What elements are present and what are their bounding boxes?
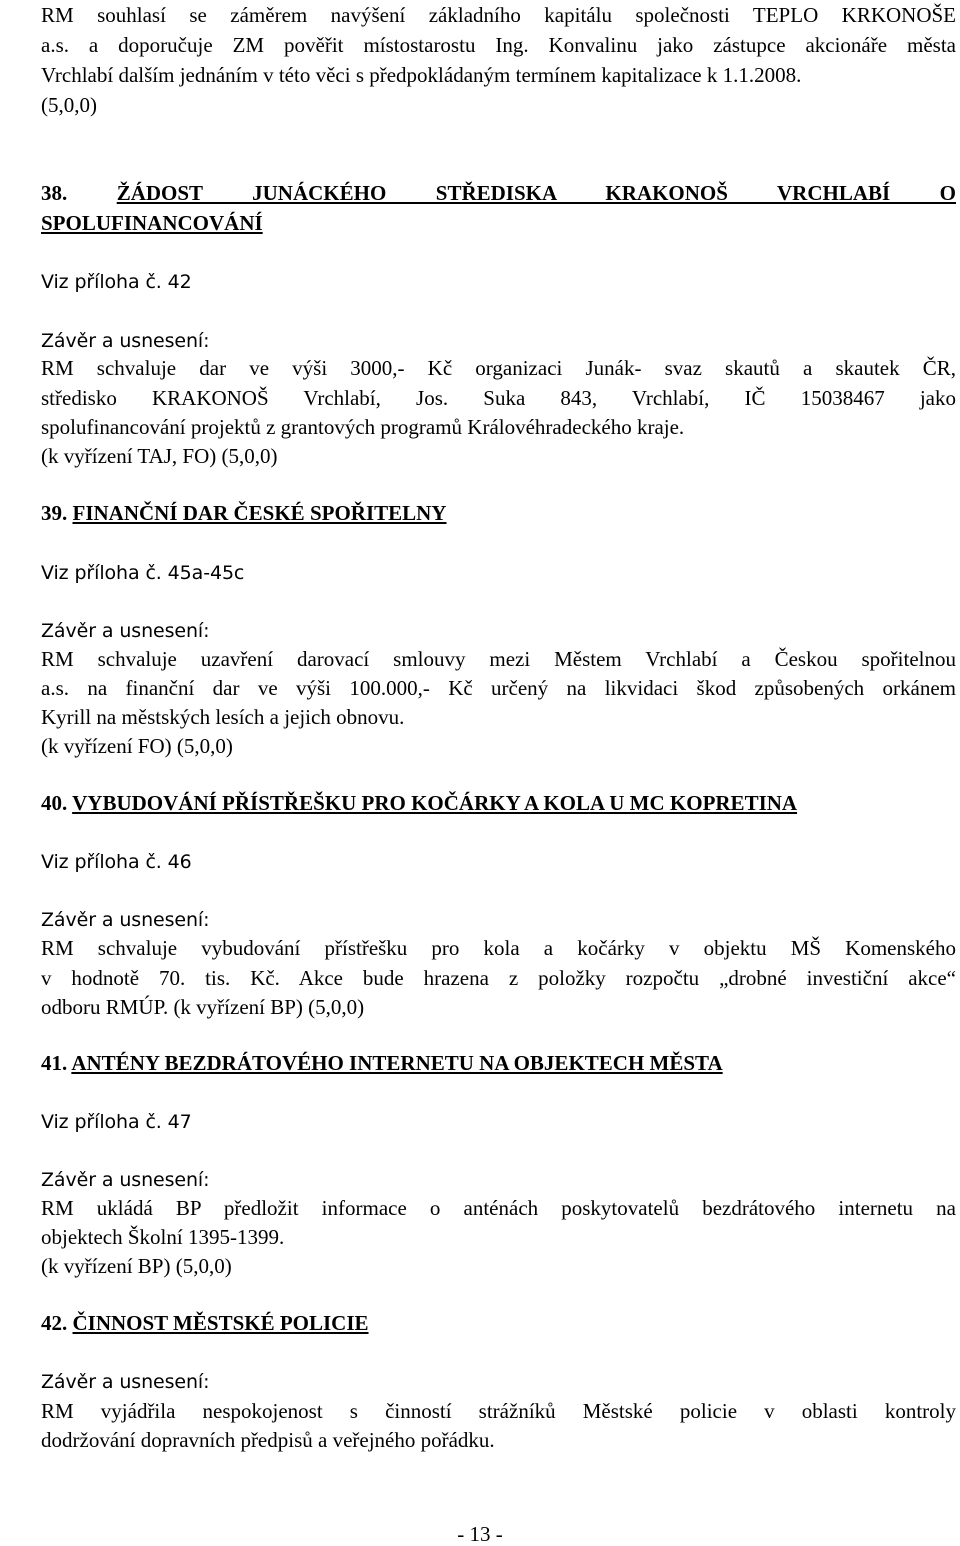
resolution-line: dodržování dopravních předpisů a veřejného pořádku. — [41, 1428, 495, 1452]
attachment-reference: Viz příloha č. 42 — [41, 271, 192, 293]
section-title: ČINNOST MĚSTSKÉ POLICIE — [72, 1311, 369, 1335]
section-number: 41. — [41, 1051, 68, 1075]
attachment-reference: Viz příloha č. 47 — [41, 1111, 192, 1133]
intro-line: RM souhlasí se záměrem navýšení základního kapitálu společnosti TEPLO KRKONOŠE — [41, 3, 956, 27]
resolution-line: RM schvaluje dar ve výši 3000,- Kč organizaci Junák- svaz skautů a skautek ČR, — [41, 356, 956, 380]
section-number: 38. — [41, 181, 68, 205]
conclusion-label: Závěr a usnesení: — [41, 909, 210, 931]
section-heading — [41, 1051, 956, 1075]
conclusion-label: Závěr a usnesení: — [41, 1169, 210, 1191]
section-heading — [41, 791, 956, 815]
section-title: ANTÉNY BEZDRÁTOVÉHO INTERNETU NA OBJEKTECH MĚSTA — [71, 1051, 723, 1075]
resolution-line: Kyrill na městských lesích a jejich obnovu. — [41, 705, 405, 729]
resolution-line: RM schvaluje vybudování přístřešku pro kola a kočárky v objektu MŠ Komenského — [41, 936, 956, 960]
resolution-line: RM schvaluje uzavření darovací smlouvy mezi Městem Vrchlabí a Českou spořitelnou — [41, 647, 956, 671]
resolution-line: objektech Školní 1395-1399. — [41, 1225, 285, 1249]
resolution-line: RM vyjádřila nespokojenost s činností strážníků Městské policie v oblasti kontroly — [41, 1399, 956, 1423]
section-title: FINANČNÍ DAR ČESKÉ SPOŘITELNY — [72, 501, 447, 525]
resolution-line: středisko KRAKONOŠ Vrchlabí, Jos. Suka 843, Vrchlabí, IČ 15038467 jako — [41, 386, 956, 410]
conclusion-label: Závěr a usnesení: — [41, 620, 210, 642]
section-heading — [41, 501, 956, 525]
resolution-line: RM ukládá BP předložit informace o anténách poskytovatelů bezdrátového internetu na — [41, 1196, 956, 1220]
intro-line: a.s. a doporučuje ZM pověřit místostarostu Ing. Konvalinu jako zástupce akcionáře města — [41, 33, 956, 57]
section-title: ŽÁDOST JUNÁCKÉHO STŘEDISKA KRAKONOŠ VRCHLABÍ O — [116, 181, 956, 205]
resolution-line: (k vyřízení BP) (5,0,0) — [41, 1254, 232, 1278]
resolution-line: (k vyřízení TAJ, FO) (5,0,0) — [41, 444, 278, 468]
attachment-reference: Viz příloha č. 46 — [41, 851, 192, 873]
section-title: SPOLUFINANCOVÁNÍ — [41, 211, 263, 235]
section-heading-cont — [41, 211, 956, 235]
section-heading — [41, 1311, 956, 1335]
resolution-line: v hodnotě 70. tis. Kč. Akce bude hrazena z položky rozpočtu „drobné investiční akce“ — [41, 966, 956, 990]
attachment-reference: Viz příloha č. 45a-45c — [41, 562, 245, 584]
resolution-line: (k vyřízení FO) (5,0,0) — [41, 734, 233, 758]
section-number: 42. — [41, 1311, 68, 1335]
resolution-line: a.s. na finanční dar ve výši 100.000,- Kč určený na likvidaci škod způsobených orkánem — [41, 676, 956, 700]
section-number: 40. — [41, 791, 68, 815]
conclusion-label: Závěr a usnesení: — [41, 1371, 210, 1393]
section-heading — [41, 181, 956, 205]
resolution-line: spolufinancování projektů z grantových programů Královéhradeckého kraje. — [41, 415, 685, 439]
conclusion-label: Závěr a usnesení: — [41, 330, 210, 352]
resolution-line: odboru RMÚP. (k vyřízení BP) (5,0,0) — [41, 995, 365, 1019]
intro-line: (5,0,0) — [41, 93, 97, 117]
section-title: VYBUDOVÁNÍ PŘÍSTŘEŠKU PRO KOČÁRKY A KOLA U MC KOPRETINA — [72, 791, 798, 815]
page-number: - 13 - — [457, 1522, 503, 1546]
intro-line: Vrchlabí dalším jednáním v této věci s předpokládaným termínem kapitalizace k 1.1.2008. — [41, 63, 802, 87]
section-number: 39. — [41, 501, 68, 525]
